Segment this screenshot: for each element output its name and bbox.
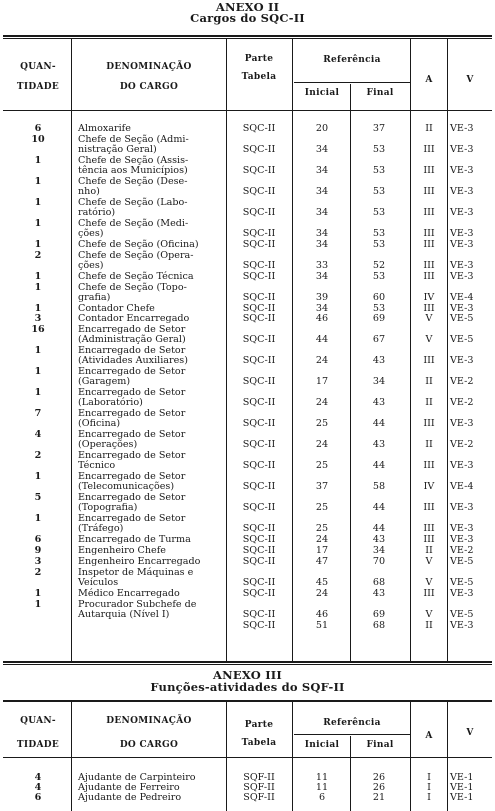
cell-quantidade: 1 bbox=[34, 345, 42, 357]
cell-final: 53 bbox=[372, 227, 386, 239]
table-row bbox=[0, 314, 495, 324]
cell-v: VE-1 bbox=[450, 772, 474, 783]
anexo-2-title: ANEXO II bbox=[215, 0, 280, 14]
cell-inicial: 24 bbox=[315, 533, 329, 545]
cell-denominacao: Almoxarife bbox=[78, 123, 131, 134]
header-parte-2: Tabela bbox=[241, 72, 277, 82]
cell-denominacao: Encarregado de Setor (Laboratório) bbox=[78, 387, 186, 409]
cell-denominacao: Encarregado de Setor (Topografia) bbox=[78, 492, 186, 513]
cell-a: V bbox=[425, 555, 433, 567]
table-row bbox=[0, 621, 495, 631]
cell-denominacao: Chefe de Seção (Topo- grafia) bbox=[78, 281, 187, 303]
cell-parte-tabela: SQC-II bbox=[242, 533, 276, 545]
table-row bbox=[0, 346, 495, 366]
cell-final: 67 bbox=[372, 334, 386, 346]
cell-quantidade: 1 bbox=[34, 366, 42, 378]
cell-parte-tabela: SQC-II bbox=[242, 302, 276, 314]
cell-final: 43 bbox=[372, 439, 386, 451]
cell-inicial: 44 bbox=[315, 334, 329, 346]
cell-denominacao: Inspetor de Máquinas e Veículos bbox=[78, 566, 194, 588]
cell-quantidade: 6 bbox=[34, 533, 42, 545]
header-final: Final bbox=[366, 88, 394, 98]
cell-final: 26 bbox=[372, 772, 386, 783]
cell-denominacao: Encarregado de Turma bbox=[78, 533, 191, 545]
cell-v: VE-3 bbox=[450, 460, 474, 472]
cell-v: VE-3 bbox=[450, 418, 474, 430]
cell-parte-tabela: SQC-II bbox=[242, 313, 276, 325]
anexo-2-subtitle: Cargos do SQC-II bbox=[190, 11, 305, 25]
cell-inicial: 45 bbox=[315, 576, 329, 588]
cell-final: 34 bbox=[372, 544, 386, 556]
cell-a: III bbox=[423, 533, 435, 545]
cell-inicial: 34 bbox=[315, 164, 329, 176]
cell-denominacao bbox=[78, 621, 226, 631]
cell-denominacao: Chefe de Seção (Opera- ções) bbox=[78, 249, 194, 271]
cell-inicial: 33 bbox=[315, 259, 329, 271]
cell-final: 68 bbox=[372, 576, 386, 588]
table-row bbox=[0, 514, 495, 534]
cell-a: II bbox=[425, 619, 433, 631]
cell-denominacao: Chefe de Seção (Admi- nistração Geral) bbox=[78, 133, 189, 155]
cell-denominacao: Encarregado de Setor (Administração Geral) bbox=[78, 324, 186, 346]
cell-quantidade: 2 bbox=[34, 450, 42, 462]
cell-inicial: 25 bbox=[315, 418, 329, 430]
table-row bbox=[0, 493, 495, 513]
cell-denominacao: Procurador Subchefe de Autarquia (Nível I) bbox=[78, 598, 197, 620]
cell-parte-tabela: SQC-II bbox=[242, 238, 276, 250]
header-quantidade-1: QUAN- bbox=[20, 62, 56, 72]
anexo-3-header-rule bbox=[3, 757, 492, 758]
cell-v: VE-4 bbox=[450, 481, 474, 493]
cell-parte-tabela: SQF-II bbox=[243, 782, 275, 793]
cell-inicial: 34 bbox=[315, 270, 329, 282]
header3-quantidade-1: QUAN- bbox=[20, 716, 56, 726]
cell-quantidade: 1 bbox=[34, 281, 42, 293]
cell-denominacao: Encarregado de Setor (Garagem) bbox=[78, 366, 186, 388]
cell-final: 44 bbox=[372, 460, 386, 472]
cell-quantidade: 4 bbox=[34, 782, 42, 793]
cell-inicial: 24 bbox=[315, 439, 329, 451]
cell-parte-tabela: SQC-II bbox=[242, 460, 276, 472]
cell-parte-tabela: SQC-II bbox=[242, 270, 276, 282]
cell-parte-tabela: SQC-II bbox=[242, 291, 276, 303]
cell-parte-tabela: SQC-II bbox=[242, 227, 276, 239]
cell-quantidade: 6 bbox=[34, 792, 42, 803]
cell-denominacao: Engenheiro Chefe bbox=[78, 544, 166, 556]
cell-quantidade: 1 bbox=[34, 270, 42, 282]
header3-quantidade-2: TIDADE bbox=[16, 740, 60, 750]
cell-parte-tabela: SQC-II bbox=[242, 164, 276, 176]
cell-v: VE-4 bbox=[450, 291, 474, 303]
cell-final: 69 bbox=[372, 608, 386, 620]
referencia3-divider bbox=[294, 734, 410, 735]
cell-final: 43 bbox=[372, 533, 386, 545]
cell-inicial: 34 bbox=[315, 302, 329, 314]
cell-a: I bbox=[427, 792, 431, 803]
cell-final: 52 bbox=[372, 259, 386, 271]
header3-referencia: Referência bbox=[323, 718, 381, 728]
cell-parte-tabela: SQC-II bbox=[242, 185, 276, 197]
table-row bbox=[0, 430, 495, 450]
cell-denominacao: Chefe de Seção (Assis- tência aos Municípios) bbox=[78, 154, 189, 176]
header3-a: A bbox=[425, 731, 433, 741]
cell-a: IV bbox=[423, 291, 435, 303]
cell-final: 53 bbox=[372, 206, 386, 218]
cell-parte-tabela: SQC-II bbox=[242, 397, 276, 409]
header3-denominacao-2: DO CARGO bbox=[119, 740, 179, 750]
cell-quantidade: 2 bbox=[34, 249, 42, 261]
cell-v: VE-3 bbox=[450, 302, 474, 314]
cell-v: VE-3 bbox=[450, 270, 474, 282]
cell-quantidade: 1 bbox=[34, 196, 42, 208]
cell-denominacao: Chefe de Seção (Dese- nho) bbox=[78, 175, 188, 197]
anexo-2-top-rule-thin bbox=[3, 38, 492, 39]
cell-parte-tabela: SQC-II bbox=[242, 502, 276, 513]
table-row bbox=[0, 251, 495, 271]
cell-parte-tabela: SQC-II bbox=[242, 123, 276, 134]
cell-quantidade: 1 bbox=[34, 154, 42, 166]
cell-v: VE-5 bbox=[450, 313, 474, 325]
cell-final: 34 bbox=[372, 376, 386, 388]
header-referencia: Referência bbox=[323, 55, 381, 65]
table-row bbox=[0, 472, 495, 492]
cell-a: II bbox=[425, 397, 433, 409]
cell-inicial: 17 bbox=[315, 376, 329, 388]
cell-a: V bbox=[425, 313, 433, 325]
cell-quantidade: 4 bbox=[34, 772, 42, 783]
cell-inicial: 25 bbox=[315, 502, 329, 513]
cell-denominacao: Encarregado de Setor Técnico bbox=[78, 450, 186, 472]
cell-inicial: 34 bbox=[315, 206, 329, 218]
table-row bbox=[0, 283, 495, 303]
cell-inicial: 24 bbox=[315, 397, 329, 409]
cell-final: 43 bbox=[372, 397, 386, 409]
cell-inicial: 11 bbox=[315, 782, 329, 793]
cell-v: VE-3 bbox=[450, 185, 474, 197]
cell-denominacao: Encarregado de Setor (Oficina) bbox=[78, 408, 186, 430]
cell-v: VE-2 bbox=[450, 397, 474, 409]
cell-inicial: 37 bbox=[315, 481, 329, 493]
cell-denominacao: Chefe de Seção (Medi- ções) bbox=[78, 217, 189, 239]
cell-denominacao: Encarregado de Setor (Atividades Auxiliares) bbox=[78, 345, 188, 367]
cell-denominacao: Ajudante de Pedreiro bbox=[78, 792, 182, 803]
cell-parte-tabela: SQC-II bbox=[242, 587, 276, 599]
cell-a: II bbox=[425, 439, 433, 451]
cell-a: III bbox=[423, 270, 435, 282]
cell-quantidade: 3 bbox=[34, 313, 42, 325]
cell-a: III bbox=[423, 587, 435, 599]
cell-final: 53 bbox=[372, 185, 386, 197]
cell-inicial: 34 bbox=[315, 143, 329, 155]
cell-final: 43 bbox=[372, 355, 386, 367]
cell-v: VE-1 bbox=[450, 792, 474, 803]
table-row bbox=[0, 367, 495, 387]
cell-quantidade: 16 bbox=[31, 324, 45, 336]
cell-v: VE-2 bbox=[450, 544, 474, 556]
cell-denominacao: Encarregado de Setor (Operações) bbox=[78, 429, 186, 451]
cell-inicial: 39 bbox=[315, 291, 329, 303]
anexo-2-top-rule bbox=[3, 35, 492, 37]
cell-denominacao: Encarregado de Setor (Tráfego) bbox=[78, 512, 186, 534]
cell-parte-tabela: SQC-II bbox=[242, 619, 276, 631]
cell-inicial: 20 bbox=[315, 123, 329, 134]
cell-v: VE-5 bbox=[450, 576, 474, 588]
header-quantidade-2: TIDADE bbox=[16, 82, 60, 92]
cell-quantidade: 5 bbox=[34, 492, 42, 503]
cell-parte-tabela: SQC-II bbox=[242, 522, 276, 534]
cell-quantidade: 4 bbox=[34, 429, 42, 441]
header-denominacao-2: DO CARGO bbox=[119, 82, 179, 92]
cell-v: VE-3 bbox=[450, 355, 474, 367]
cell-quantidade: 7 bbox=[34, 408, 42, 420]
table-row bbox=[0, 325, 495, 345]
cell-v: VE-3 bbox=[450, 533, 474, 545]
cell-a: I bbox=[427, 782, 431, 793]
table-row bbox=[0, 135, 495, 155]
anexo-2-bottom-rule-thin bbox=[3, 664, 492, 665]
cell-quantidade: 3 bbox=[34, 555, 42, 567]
cell-final: 44 bbox=[372, 418, 386, 430]
cell-a: III bbox=[423, 302, 435, 314]
cell-a: III bbox=[423, 502, 435, 513]
cell-a: III bbox=[423, 259, 435, 271]
cell-parte-tabela: SQF-II bbox=[243, 792, 275, 803]
cell-denominacao: Ajudante de Ferreiro bbox=[78, 782, 180, 793]
cell-inicial: 34 bbox=[315, 185, 329, 197]
table-row bbox=[0, 240, 495, 250]
cell-quantidade: 1 bbox=[34, 387, 42, 399]
anexo-2-header-rule bbox=[3, 110, 492, 111]
cell-a: III bbox=[423, 522, 435, 534]
table-row bbox=[0, 198, 495, 218]
cell-v: VE-3 bbox=[450, 587, 474, 599]
cell-inicial: 11 bbox=[315, 772, 329, 783]
header3-parte-1: Parte bbox=[244, 720, 274, 730]
cell-final: 53 bbox=[372, 164, 386, 176]
anexo-3-title: ANEXO III bbox=[213, 668, 282, 682]
cell-parte-tabela: SQC-II bbox=[242, 206, 276, 218]
cell-v: VE-5 bbox=[450, 334, 474, 346]
cell-quantidade: 1 bbox=[34, 217, 42, 229]
cell-quantidade: 1 bbox=[34, 175, 42, 187]
cell-a: III bbox=[423, 143, 435, 155]
cell-final: 21 bbox=[372, 792, 386, 803]
header3-inicial: Inicial bbox=[304, 740, 340, 750]
table-row bbox=[0, 388, 495, 408]
cell-a: V bbox=[425, 576, 433, 588]
cell-quantidade: 1 bbox=[34, 512, 42, 524]
cell-denominacao: Chefe de Seção (Labo- ratório) bbox=[78, 196, 188, 218]
table-row bbox=[0, 177, 495, 197]
cell-final: 53 bbox=[372, 302, 386, 314]
cell-inicial: 46 bbox=[315, 313, 329, 325]
header-inicial: Inicial bbox=[304, 88, 340, 98]
header3-v: V bbox=[466, 728, 474, 738]
header-denominacao-1: DENOMINAÇÃO bbox=[106, 62, 192, 72]
cell-v: VE-5 bbox=[450, 608, 474, 620]
cell-final: 69 bbox=[372, 313, 386, 325]
cell-final: 60 bbox=[372, 291, 386, 303]
cell-a: V bbox=[425, 608, 433, 620]
header-parte-1: Parte bbox=[244, 54, 274, 64]
table-row bbox=[0, 535, 495, 545]
cell-v: VE-3 bbox=[450, 259, 474, 271]
cell-parte-tabela: SQC-II bbox=[242, 576, 276, 588]
cell-v: VE-2 bbox=[450, 376, 474, 388]
cell-parte-tabela: SQC-II bbox=[242, 355, 276, 367]
cell-denominacao: Chefe de Seção Técnica bbox=[78, 270, 194, 282]
cell-v: VE-5 bbox=[450, 555, 474, 567]
cell-final: 53 bbox=[372, 270, 386, 282]
cell-inicial: 34 bbox=[315, 238, 329, 250]
cell-v: VE-3 bbox=[450, 206, 474, 218]
cell-parte-tabela: SQC-II bbox=[242, 143, 276, 155]
cell-inicial: 51 bbox=[315, 619, 329, 631]
referencia-divider bbox=[294, 82, 410, 83]
cell-final: 53 bbox=[372, 238, 386, 250]
cell-parte-tabela: SQF-II bbox=[243, 772, 275, 783]
cell-a: III bbox=[423, 238, 435, 250]
cell-parte-tabela: SQC-II bbox=[242, 376, 276, 388]
cell-v: VE-3 bbox=[450, 502, 474, 513]
cell-a: III bbox=[423, 185, 435, 197]
cell-denominacao: Engenheiro Encarregado bbox=[78, 555, 201, 567]
cell-v: VE-3 bbox=[450, 123, 474, 134]
cell-final: 43 bbox=[372, 587, 386, 599]
cell-final: 44 bbox=[372, 522, 386, 534]
cell-inicial: 24 bbox=[315, 355, 329, 367]
cell-quantidade: 1 bbox=[34, 302, 42, 314]
cell-a: II bbox=[425, 376, 433, 388]
table-row bbox=[0, 409, 495, 429]
cell-final: 58 bbox=[372, 481, 386, 493]
cell-quantidade: 10 bbox=[31, 133, 45, 145]
cell-inicial: 25 bbox=[315, 522, 329, 534]
cell-parte-tabela: SQC-II bbox=[242, 555, 276, 567]
cell-v: VE-3 bbox=[450, 227, 474, 239]
cell-inicial: 46 bbox=[315, 608, 329, 620]
cell-parte-tabela: SQC-II bbox=[242, 481, 276, 493]
cell-a: I bbox=[427, 772, 431, 783]
cell-final: 68 bbox=[372, 619, 386, 631]
table-row bbox=[0, 793, 495, 803]
cell-final: 44 bbox=[372, 502, 386, 513]
cell-denominacao: Chefe de Seção (Oficina) bbox=[78, 238, 199, 250]
cell-denominacao: Contador Encarregado bbox=[78, 313, 190, 325]
cell-v: VE-3 bbox=[450, 522, 474, 534]
cell-quantidade: 9 bbox=[34, 544, 42, 556]
cell-denominacao: Encarregado de Setor (Telecomunicações) bbox=[78, 471, 186, 493]
cell-v: VE-3 bbox=[450, 619, 474, 631]
anexo-3-subtitle: Funções-atividades do SQF-II bbox=[150, 680, 345, 694]
cell-quantidade: 1 bbox=[34, 238, 42, 250]
cell-quantidade: 1 bbox=[34, 598, 42, 610]
cell-parte-tabela: SQC-II bbox=[242, 608, 276, 620]
cell-a: III bbox=[423, 418, 435, 430]
cell-a: V bbox=[425, 334, 433, 346]
anexo-3-top-rule bbox=[3, 700, 492, 702]
cell-parte-tabela: SQC-II bbox=[242, 418, 276, 430]
cell-parte-tabela: SQC-II bbox=[242, 544, 276, 556]
cell-denominacao: Médico Encarregado bbox=[78, 587, 180, 599]
cell-parte-tabela: SQC-II bbox=[242, 259, 276, 271]
cell-a: III bbox=[423, 227, 435, 239]
cell-a: III bbox=[423, 164, 435, 176]
cell-inicial: 6 bbox=[318, 792, 326, 803]
cell-quantidade: 6 bbox=[34, 123, 42, 134]
header-v: V bbox=[466, 75, 474, 85]
table-row bbox=[0, 451, 495, 471]
cell-parte-tabela: SQC-II bbox=[242, 439, 276, 451]
cell-final: 70 bbox=[372, 555, 386, 567]
cell-quantidade: 1 bbox=[34, 471, 42, 483]
table-row bbox=[0, 304, 495, 314]
cell-a: III bbox=[423, 206, 435, 218]
table-row bbox=[0, 568, 495, 588]
cell-denominacao: Ajudante de Carpinteiro bbox=[78, 772, 196, 783]
cell-quantidade: 2 bbox=[34, 566, 42, 578]
table-row bbox=[0, 272, 495, 282]
table-row bbox=[0, 589, 495, 599]
cell-a: III bbox=[423, 355, 435, 367]
table-row bbox=[0, 546, 495, 556]
cell-v: VE-2 bbox=[450, 439, 474, 451]
cell-quantidade bbox=[8, 621, 68, 631]
table-row bbox=[0, 124, 495, 134]
cell-a: IV bbox=[423, 481, 435, 493]
header-a: A bbox=[425, 75, 433, 85]
table-row bbox=[0, 156, 495, 176]
table-row bbox=[0, 219, 495, 239]
cell-final: 26 bbox=[372, 782, 386, 793]
cell-inicial: 17 bbox=[315, 544, 329, 556]
cell-final: 53 bbox=[372, 143, 386, 155]
table-row bbox=[0, 557, 495, 567]
table-row bbox=[0, 600, 495, 620]
cell-v: VE-1 bbox=[450, 782, 474, 793]
cell-v: VE-3 bbox=[450, 238, 474, 250]
cell-inicial: 47 bbox=[315, 555, 329, 567]
header3-parte-2: Tabela bbox=[241, 738, 277, 748]
cell-inicial: 25 bbox=[315, 460, 329, 472]
cell-inicial: 34 bbox=[315, 227, 329, 239]
cell-v: VE-3 bbox=[450, 143, 474, 155]
cell-a: III bbox=[423, 460, 435, 472]
cell-a: II bbox=[425, 123, 433, 134]
cell-final: 37 bbox=[372, 123, 386, 134]
cell-quantidade: 1 bbox=[34, 587, 42, 599]
cell-parte-tabela: SQC-II bbox=[242, 334, 276, 346]
cell-inicial: 24 bbox=[315, 587, 329, 599]
cell-a: II bbox=[425, 544, 433, 556]
header3-denominacao-1: DENOMINAÇÃO bbox=[106, 716, 192, 726]
anexo-2-bottom-rule bbox=[3, 661, 492, 663]
cell-denominacao: Contador Chefe bbox=[78, 302, 155, 314]
cell-v: VE-3 bbox=[450, 164, 474, 176]
header3-final: Final bbox=[366, 740, 394, 750]
